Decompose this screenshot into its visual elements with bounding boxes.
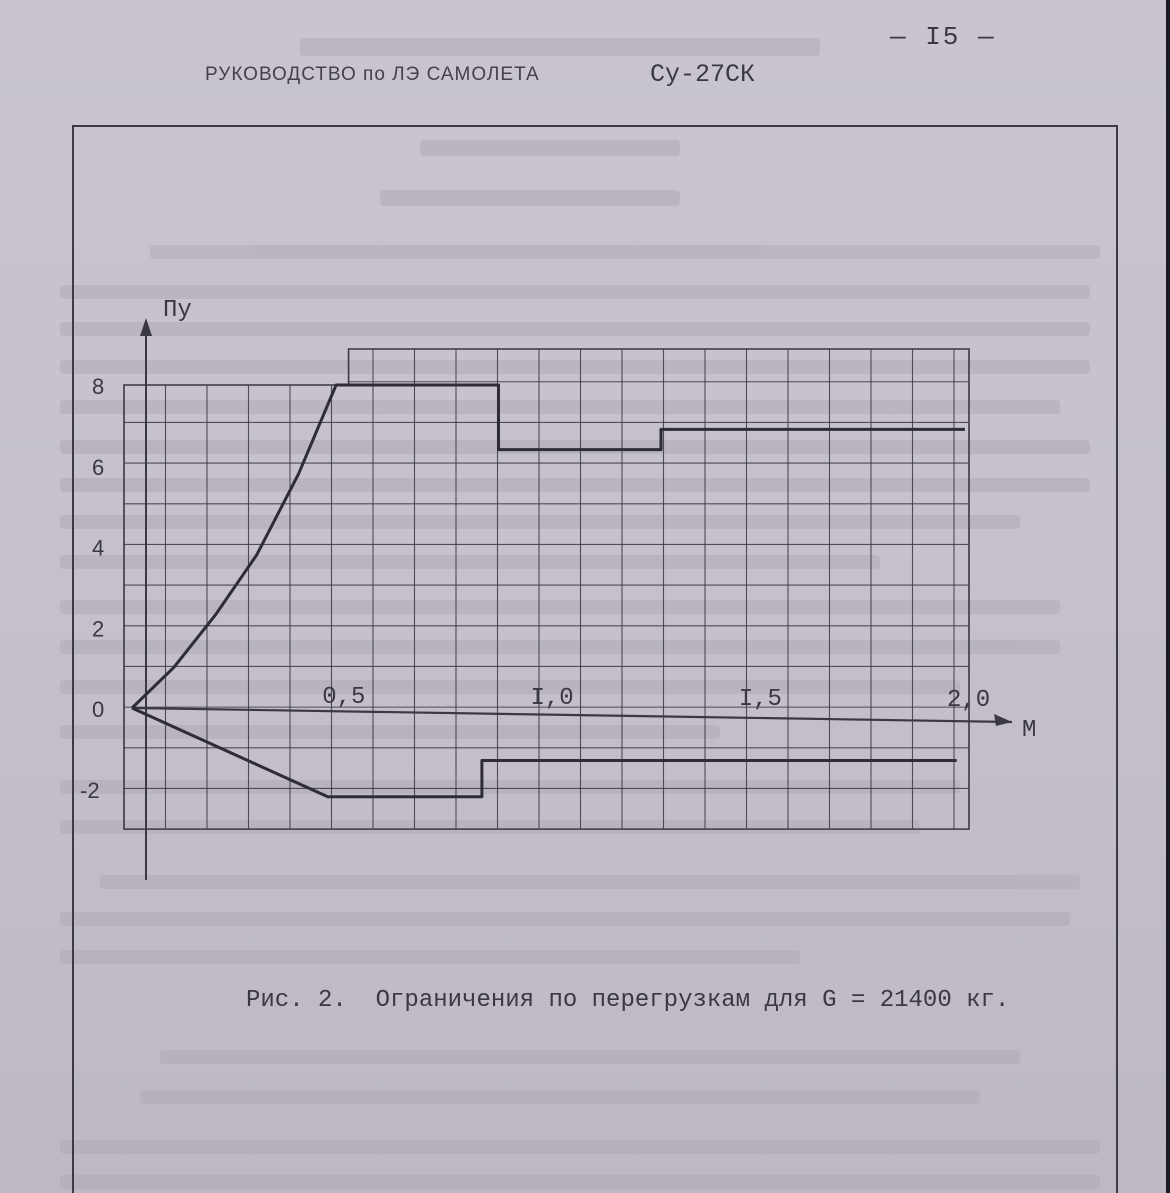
manual-title: РУКОВОДСТВО по ЛЭ САМОЛЕТА: [205, 64, 540, 85]
figure-caption: Рис. 2. Ограничения по перегрузкам для G = 21400 кг.: [246, 987, 1010, 1014]
x-tick-label: I,5: [738, 686, 782, 713]
x-tick-label: 2,0: [947, 687, 991, 714]
x-tick-label: 0,5: [322, 684, 366, 711]
y-tick-label: 4: [92, 535, 105, 561]
page-number: — I5 —: [890, 22, 996, 52]
y-tick-label: 8: [92, 374, 105, 399]
y-tick-label: -2: [80, 777, 100, 803]
upper-limit-line: [132, 385, 965, 708]
y-tick-label: 6: [92, 454, 105, 480]
aircraft-designation: Су-27СК: [650, 60, 756, 89]
x-axis-label: M: [1022, 717, 1037, 744]
y-axis-arrow: [140, 318, 152, 336]
x-tick-label: I,0: [530, 685, 574, 712]
y-tick-label: 2: [92, 616, 105, 642]
y-tick-label: 0: [92, 697, 105, 722]
grid-border: [124, 349, 969, 829]
x-axis-arrow: [994, 714, 1012, 726]
lower-limit-line: [132, 708, 957, 797]
y-axis-label: Пу: [163, 297, 192, 324]
scan-edge: [1166, 0, 1170, 1193]
